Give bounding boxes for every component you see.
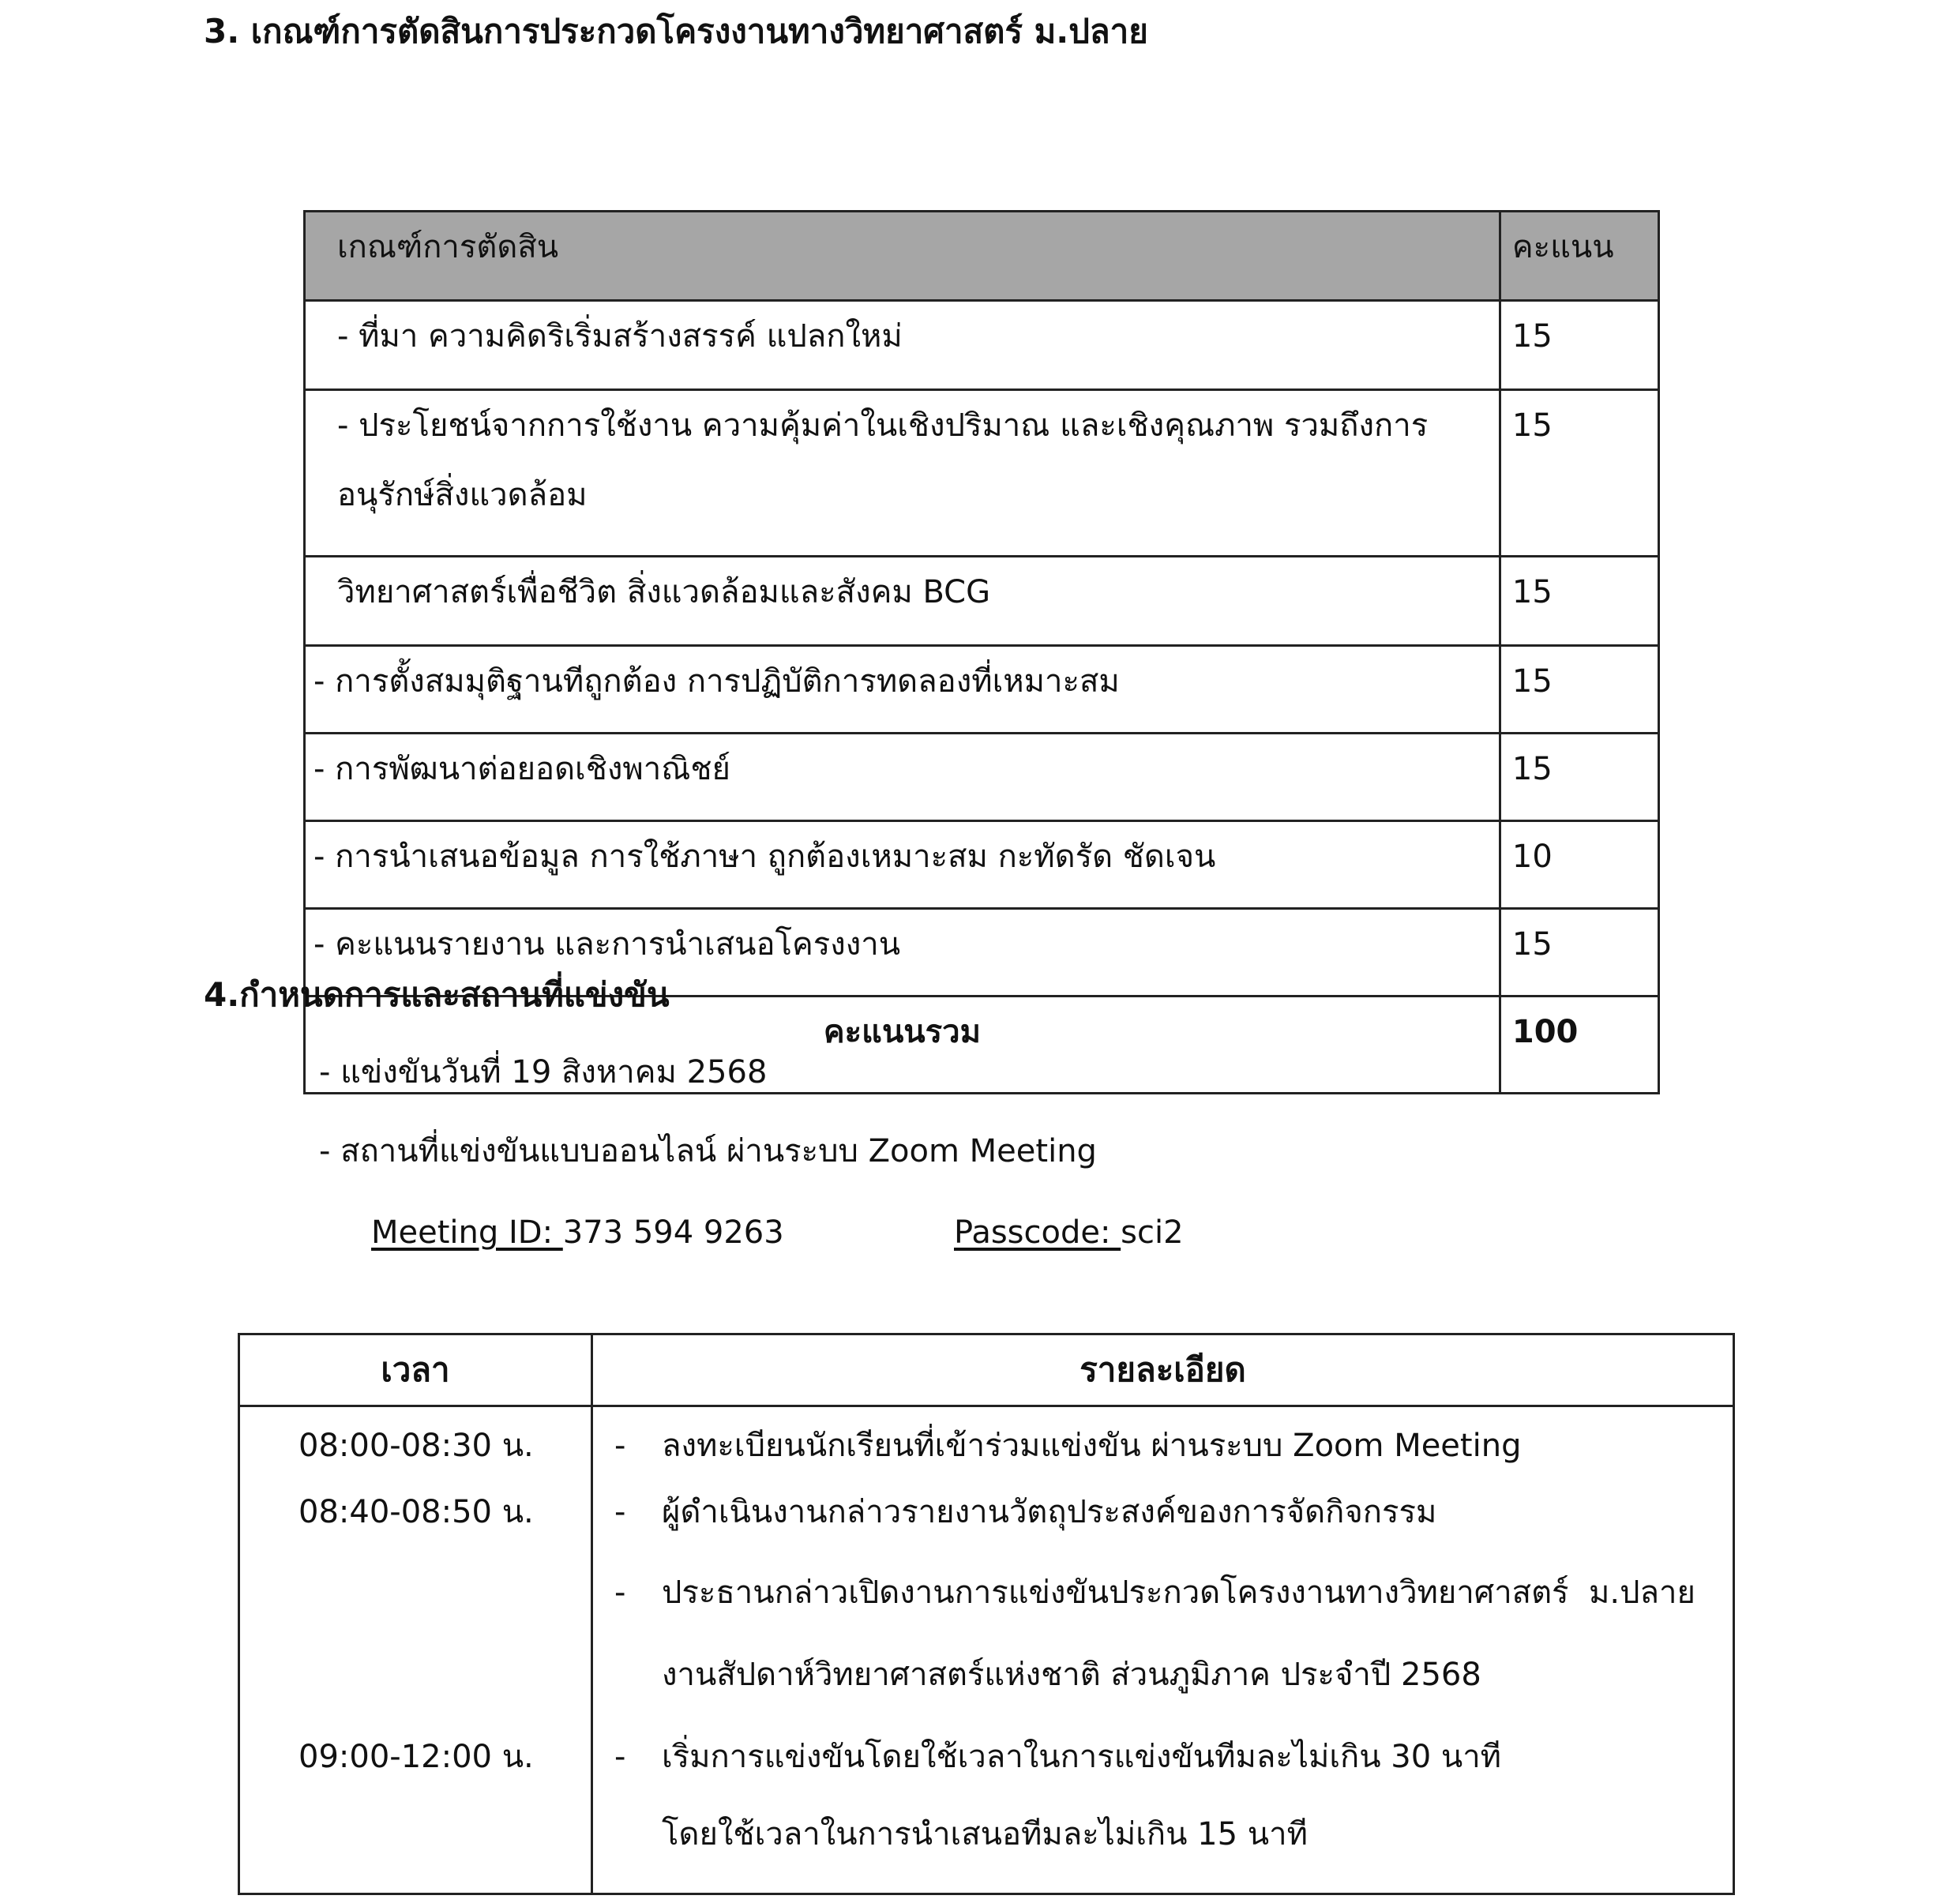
passcode-label: Passcode: [954, 1214, 1121, 1251]
schedule-time: 08:40-08:50 น. [299, 1494, 534, 1530]
section-4-title: 4.กำหนดการและสถานที่แข่งขัน [204, 975, 670, 1014]
score-cell: 15 [1500, 390, 1658, 557]
criteria-cell: - ที่มา ความคิดริเริ่มสร้างสรรค์ แปลกใหม่ [305, 301, 1500, 390]
schedule-detail: ลงทะเบียนนักเรียนที่เข้าร่วมแข่งขัน ผ่านระบบ Zoom Meeting [662, 1428, 1522, 1464]
table-row [305, 821, 1659, 909]
detail-header: รายละเอียด [1080, 1350, 1246, 1389]
table-row [305, 734, 1659, 821]
schedule-detail: โดยใช้เวลาในการนำเสนอทีมละไม่เกิน 15 นาที [662, 1816, 1308, 1852]
criteria-table [303, 210, 1660, 1094]
passcode [954, 1210, 1184, 1255]
score-cell: 15 [1500, 646, 1658, 734]
meeting-id-value: 373 594 9263 [562, 1214, 784, 1251]
bullet: - [614, 1575, 626, 1611]
passcode-value: sci2 [1121, 1214, 1184, 1251]
schedule-table [238, 1333, 1735, 1895]
schedule-detail: ม.ปลาย [1589, 1575, 1695, 1611]
table-row [305, 301, 1659, 390]
schedule-detail: ประธานกล่าวเปิดงานการแข่งขันประกวดโครงงานทางวิทยาศาสตร์ [662, 1575, 1569, 1611]
criteria-cell: - การนำเสนอข้อมูล การใช้ภาษา ถูกต้องเหมาะสม กะทัดรัด ชัดเจน [305, 821, 1500, 909]
competition-venue: - สถานที่แข่งขันแบบออนไลน์ ผ่านระบบ Zoom Meeting [319, 1133, 1097, 1169]
total-label-cell: คะแนนรวม [305, 997, 1500, 1094]
bullet: - [614, 1739, 626, 1775]
header-divider [240, 1405, 1733, 1407]
table-row [305, 557, 1659, 646]
column-divider [591, 1335, 593, 1893]
score-cell: 15 [1500, 301, 1658, 390]
criteria-cell: - ประโยชน์จากการใช้งาน ความคุ้มค่าในเชิงปริมาณ และเชิงคุณภาพ รวมถึงการ อนุรักษ์สิ่งแวดล้อม [305, 390, 1500, 557]
score-cell: 15 [1500, 909, 1658, 997]
time-header: เวลา [381, 1350, 450, 1389]
score-cell: 10 [1500, 821, 1658, 909]
score-header-cell: คะแนน [1500, 212, 1658, 301]
section-3-title: 3. เกณฑ์การตัดสินการประกวดโครงงานทางวิทยาศาสตร์ ม.ปลาย [204, 12, 1148, 51]
total-score-cell: 100 [1500, 997, 1658, 1094]
criteria-cell: - การตั้งสมมุติฐานทีถูกต้อง การปฏิบัติการทดลองที่เหมาะสม [305, 646, 1500, 734]
criteria-cell: - คะแนนรายงาน และการนำเสนอโครงงาน [305, 909, 1500, 997]
table-row [305, 390, 1659, 557]
bullet: - [614, 1428, 626, 1464]
schedule-time: 08:00-08:30 น. [299, 1428, 534, 1464]
criteria-header-cell: เกณฑ์การตัดสิน [305, 212, 1500, 301]
bullet: - [614, 1494, 626, 1530]
criteria-table-header [305, 212, 1659, 301]
competition-date: - แข่งขันวันที่ 19 สิงหาคม 2568 [319, 1054, 768, 1090]
schedule-detail: เริ่มการแข่งขันโดยใช้เวลาในการแข่งขันทีมละไม่เกิน 30 นาที [662, 1739, 1502, 1775]
criteria-cell: - การพัฒนาต่อยอดเชิงพาณิชย์ [305, 734, 1500, 821]
table-row [305, 646, 1659, 734]
schedule-time: 09:00-12:00 น. [299, 1739, 534, 1775]
meeting-id-label: Meeting ID: [371, 1214, 563, 1251]
criteria-cell: วิทยาศาสตร์เพื่อชีวิต สิ่งแวดล้อมและสังคม BCG [305, 557, 1500, 646]
meeting-id [371, 1210, 784, 1255]
schedule-detail: ผู้ดำเนินงานกล่าวรายงานวัตถุประสงค์ของการจัดกิจกรรม [662, 1494, 1437, 1530]
score-cell: 15 [1500, 557, 1658, 646]
schedule-detail: งานสัปดาห์วิทยาศาสตร์แห่งชาติ ส่วนภูมิภาค ประจำปี 2568 [662, 1657, 1481, 1693]
score-cell: 15 [1500, 734, 1658, 821]
